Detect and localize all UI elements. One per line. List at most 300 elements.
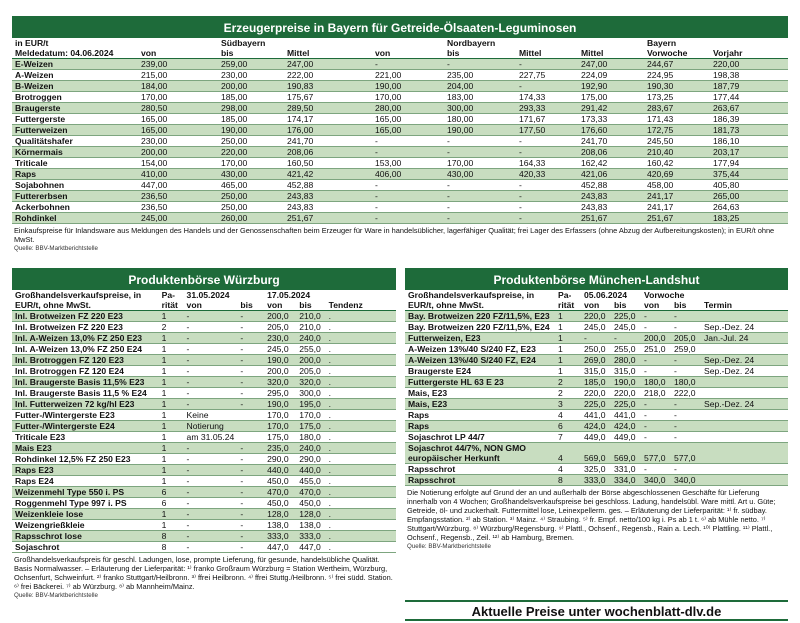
group-bayern: Bayern	[647, 38, 677, 48]
cell-v1: 185,0	[581, 377, 611, 388]
cell-v1: 333,0	[581, 475, 611, 486]
cell-v2: 200,0	[641, 333, 671, 344]
wuerzburg-row	[12, 542, 396, 553]
cell-b1: -	[237, 454, 264, 465]
wuerzburg-h-name: Großhandelsverkaufspreise, in EUR/t, ohne MwSt.	[15, 290, 142, 310]
col-bis: bis	[221, 48, 234, 58]
cell-b_vj: 375,44	[710, 169, 788, 180]
product-name: Mais, E23	[405, 388, 555, 399]
cell-s_mit: 208,06	[284, 147, 372, 158]
col-von: von	[375, 48, 391, 58]
cell-s_mit: 174,17	[284, 114, 372, 125]
cell-b_vw: 210,40	[644, 147, 710, 158]
cell-v2: 170,0	[264, 421, 296, 432]
cell-b1: 225,0	[611, 311, 641, 322]
cell-v1: -	[184, 465, 238, 476]
product-name: Raps E24	[12, 476, 159, 487]
cell-n_von: 165,00	[372, 114, 444, 125]
cell-v2: 235,0	[264, 443, 296, 454]
wuerzburg-row	[12, 509, 396, 520]
muenchen-h-name: Großhandelsverkaufspreise, in EUR/t, ohne MwSt.	[408, 290, 535, 310]
cell-v1: -	[184, 531, 238, 542]
cell-b_vw: 251,67	[644, 213, 710, 224]
unit-label: in EUR/t	[15, 38, 49, 48]
wuerzburg-panel	[12, 268, 396, 600]
cell-n_von: -	[372, 202, 444, 213]
cell-v2: 340,0	[641, 475, 671, 486]
cell-v2: -	[641, 399, 671, 410]
cell-b1: 225,0	[611, 399, 641, 410]
cell-v1: Keine	[184, 410, 238, 421]
cell-b_vw: 244,67	[644, 59, 710, 70]
cell-t	[701, 344, 788, 355]
cell-b1: -	[237, 509, 264, 520]
website-banner[interactable]: Aktuelle Preise unter wochenblatt-dlv.de	[405, 600, 788, 621]
product-name: Futterweizen	[12, 125, 138, 136]
cell-b2: 170,0	[296, 410, 325, 421]
erzeugerpreise-row	[12, 114, 788, 125]
product-name: Sojaschrot LP 44/7	[405, 432, 555, 443]
cell-t: Jan.-Jul. 24	[701, 333, 788, 344]
cell-b2: 200,0	[296, 355, 325, 366]
cell-b_mit: 162,42	[578, 158, 644, 169]
product-name: Futter-/Wintergerste E24	[12, 421, 159, 432]
cell-b2: 180,0	[671, 377, 701, 388]
cell-v1: -	[184, 399, 238, 410]
cell-p: 1	[159, 421, 184, 432]
cell-v1: -	[184, 487, 238, 498]
cell-b_vw: 171,43	[644, 114, 710, 125]
cell-b1: 280,0	[611, 355, 641, 366]
cell-n_mit: 293,33	[516, 103, 578, 114]
cell-b1: 424,0	[611, 421, 641, 432]
cell-n_mit: 420,33	[516, 169, 578, 180]
cell-b1: -	[237, 542, 264, 553]
cell-n_bis: 190,00	[444, 125, 516, 136]
cell-v2: 290,0	[264, 454, 296, 465]
wuerzburg-title: Produktenbörse Würzburg	[12, 271, 396, 290]
product-name: Körnermais	[12, 147, 138, 158]
cell-v2: -	[641, 311, 671, 322]
cell-n_von: 221,00	[372, 70, 444, 81]
cell-v1: -	[184, 344, 238, 355]
cell-v1: 449,0	[581, 432, 611, 443]
cell-b1: -	[237, 498, 264, 509]
cell-p: 6	[159, 498, 184, 509]
product-name: A-Weizen 13%/40 S/240 FZ, E23	[405, 344, 555, 355]
cell-s_von: 280,50	[138, 103, 218, 114]
product-name: Roggenmehl Type 997 i. PS	[12, 498, 159, 509]
col-bis: bis	[614, 300, 627, 310]
wuerzburg-row	[12, 344, 396, 355]
cell-v1: 269,0	[581, 355, 611, 366]
cell-s_bis: 250,00	[218, 191, 284, 202]
cell-v1: 315,0	[581, 366, 611, 377]
product-name: Rapsschrot	[405, 464, 555, 475]
cell-n_mit: 177,50	[516, 125, 578, 136]
cell-s_von: 165,00	[138, 125, 218, 136]
cell-n_von: -	[372, 213, 444, 224]
cell-s_mit: 160,50	[284, 158, 372, 169]
cell-p: 1	[159, 432, 184, 443]
cell-n_bis: 204,00	[444, 81, 516, 92]
erzeugerpreise-table	[12, 38, 788, 224]
cell-b1: -	[237, 520, 264, 531]
product-name: Raps	[12, 169, 138, 180]
cell-n_bis: -	[444, 136, 516, 147]
cell-t: .	[326, 344, 396, 355]
cell-b_vw: 190,30	[644, 81, 710, 92]
cell-s_von: 200,00	[138, 147, 218, 158]
wuerzburg-row	[12, 388, 396, 399]
cell-t: .	[326, 454, 396, 465]
cell-n_mit: -	[516, 59, 578, 70]
cell-s_bis: 260,00	[218, 213, 284, 224]
cell-t: .	[326, 487, 396, 498]
product-name: Rapsschrot lose	[12, 531, 159, 542]
product-name: Qualitätshafer	[12, 136, 138, 147]
muenchen-title: Produktenbörse München-Landshut	[405, 271, 788, 290]
erzeugerpreise-note: Einkaufspreise für Inlandsware aus Meldungen des Handels und der Genossenschaften beim Erzeuger für Ware in handelsüblicher, lagerfähiger Qualität; frei Lager des Erfassers (ohne Abzug der Aufbereitungskosten); in EUR/t ohne MwSt.	[14, 226, 775, 244]
wuerzburg-row	[12, 355, 396, 366]
cell-v2: -	[641, 421, 671, 432]
cell-p: 7	[555, 432, 581, 443]
product-name: Inl. Futterweizen 72 kg/hl E23	[12, 399, 159, 410]
muenchen-row	[405, 410, 788, 421]
muenchen-h-date1: 05.06.2024	[584, 290, 628, 300]
cell-s_mit: 452,88	[284, 180, 372, 191]
cell-p: 1	[159, 509, 184, 520]
erzeugerpreise-row	[12, 59, 788, 70]
wuerzburg-row	[12, 520, 396, 531]
cell-b_mit: 176,60	[578, 125, 644, 136]
cell-s_von: 239,00	[138, 59, 218, 70]
cell-t: Sep.-Dez. 24	[701, 399, 788, 410]
cell-s_mit: 243,83	[284, 202, 372, 213]
cell-b_mit: 243,83	[578, 191, 644, 202]
cell-b_vw: 173,25	[644, 92, 710, 103]
cell-n_von: 280,00	[372, 103, 444, 114]
cell-n_von: 153,00	[372, 158, 444, 169]
cell-p: 1	[159, 333, 184, 344]
cell-p: 8	[555, 475, 581, 486]
cell-b2: 205,0	[296, 366, 325, 377]
cell-v1: -	[184, 355, 238, 366]
cell-s_bis: 200,00	[218, 81, 284, 92]
product-name: Futterweizen, E23	[405, 333, 555, 344]
cell-b1	[237, 410, 264, 421]
product-name: Weizengrießkleie	[12, 520, 159, 531]
cell-b1: -	[237, 487, 264, 498]
cell-p: 1	[555, 322, 581, 333]
cell-v1: -	[184, 388, 238, 399]
muenchen-note: Die Notierung erfolgte auf Grund der an und außerhalb der Börse abgeschlossenen Geschäfte für Lieferung innerhalb von 4 Wochen; Großhandelsverkaufspreise bei geschloss. Ladung, handelsübl. Ware mittl. Art u. Güte; Getreide, öl- und zuckerhalt. Futtermittel lose, Leinexpellerm. ges. – Erläuterung der Lieferparität: ¹⁾ fr. südbay. Empfangsstation. ²⁾ ab Station. ³⁾ Mainz. ⁴⁾ Straubing. ⁵⁾ fr. Empf. netto/100 kg i. Ps ab 1 t. ⁶⁾ ab Mühle netto. ⁷⁾ Stuttgart/Würzburg. ⁸⁾ Würzburg/Regensburg. ⁹⁾ Plattl., Ochsenf., Regensb., Rain a. Lech. ¹⁰⁾ Plattling. ¹¹⁾ Plattl., Ochsenf., Regensb., Zeil. ¹²⁾ ab Hamburg, Bremen.	[407, 488, 776, 542]
product-name: A-Weizen	[12, 70, 138, 81]
cell-n_mit: 171,67	[516, 114, 578, 125]
cell-b1: -	[237, 531, 264, 542]
cell-t	[701, 410, 788, 421]
cell-v2: 470,0	[264, 487, 296, 498]
cell-s_von: 165,00	[138, 114, 218, 125]
erzeugerpreise-row	[12, 202, 788, 213]
cell-b_vw: 160,42	[644, 158, 710, 169]
cell-v2: 138,0	[264, 520, 296, 531]
cell-s_von: 447,00	[138, 180, 218, 191]
cell-s_mit: 190,83	[284, 81, 372, 92]
cell-s_bis: 465,00	[218, 180, 284, 191]
col-bis: bis	[447, 48, 460, 58]
cell-p: 1	[159, 377, 184, 388]
cell-n_von: 190,00	[372, 81, 444, 92]
cell-v2: -	[641, 410, 671, 421]
cell-s_von: 170,00	[138, 92, 218, 103]
wuerzburg-row	[12, 432, 396, 443]
erzeugerpreise-row	[12, 180, 788, 191]
cell-t: .	[326, 498, 396, 509]
product-name: Braugerste E24	[405, 366, 555, 377]
cell-p: 1	[159, 476, 184, 487]
erzeugerpreise-row	[12, 70, 788, 81]
muenchen-h-termin: Termin	[704, 300, 733, 310]
cell-b2: -	[671, 355, 701, 366]
product-name: A-Weizen 13%/40 S/240 FZ, E24	[405, 355, 555, 366]
cell-v2: 450,0	[264, 498, 296, 509]
cell-v1: -	[184, 377, 238, 388]
cell-p: 6	[159, 487, 184, 498]
cell-b1: -	[237, 366, 264, 377]
muenchen-row	[405, 421, 788, 432]
cell-v2: 450,0	[264, 476, 296, 487]
cell-p: 1	[159, 344, 184, 355]
cell-v2: -	[641, 366, 671, 377]
product-name: Futter-/Wintergerste E23	[12, 410, 159, 421]
cell-b2: -	[671, 464, 701, 475]
cell-b2: 259,0	[671, 344, 701, 355]
cell-b2: -	[671, 432, 701, 443]
cell-p: 3	[555, 399, 581, 410]
cell-n_bis: 183,00	[444, 92, 516, 103]
product-name: Futtergerste HL 63 E 23	[405, 377, 555, 388]
cell-n_bis: -	[444, 191, 516, 202]
cell-b1: 220,0	[611, 388, 641, 399]
cell-b_mit: 241,70	[578, 136, 644, 147]
cell-v2: 190,0	[264, 399, 296, 410]
cell-t: .	[326, 366, 396, 377]
product-name: Raps E23	[12, 465, 159, 476]
wuerzburg-row	[12, 322, 396, 333]
cell-b1	[237, 432, 264, 443]
cell-b2: -	[671, 366, 701, 377]
cell-v1: -	[184, 498, 238, 509]
cell-b_vw: 241,17	[644, 191, 710, 202]
group-suedbayern: Südbayern	[221, 38, 266, 48]
product-name: Rohdinkel 12,5% FZ 250 E23	[12, 454, 159, 465]
product-name: Sojabohnen	[12, 180, 138, 191]
cell-b2: 450,0	[296, 498, 325, 509]
cell-b2: 255,0	[296, 344, 325, 355]
cell-p: 1	[555, 366, 581, 377]
cell-b_vw: 283,67	[644, 103, 710, 114]
muenchen-source: Quelle: BBV-Marktberichtstelle	[407, 543, 491, 550]
erzeugerpreise-row	[12, 169, 788, 180]
cell-b2: 290,0	[296, 454, 325, 465]
cell-b1: -	[237, 322, 264, 333]
cell-t: .	[326, 421, 396, 432]
erzeugerpreise-header-row-2	[12, 48, 788, 59]
cell-t: .	[326, 465, 396, 476]
cell-b1: 245,0	[611, 322, 641, 333]
cell-t: .	[326, 509, 396, 520]
cell-t	[701, 464, 788, 475]
cell-b1: 441,0	[611, 410, 641, 421]
cell-s_bis: 170,00	[218, 158, 284, 169]
product-name: Braugerste	[12, 103, 138, 114]
cell-v2: -	[641, 355, 671, 366]
muenchen-row	[405, 399, 788, 410]
cell-v2: 175,0	[264, 432, 296, 443]
cell-b2: 577,0	[671, 443, 701, 464]
muenchen-row	[405, 388, 788, 399]
cell-p: 8	[159, 531, 184, 542]
cell-s_bis: 430,00	[218, 169, 284, 180]
product-name: Inl. Braugerste Basis 11,5% E23	[12, 377, 159, 388]
cell-t	[701, 475, 788, 486]
cell-v1: Notierung	[184, 421, 238, 432]
col-vorjahr: Vorjahr	[713, 48, 743, 58]
cell-p: 1	[555, 344, 581, 355]
wuerzburg-h-date2: 17.05.2024	[267, 290, 311, 300]
cell-t: .	[326, 311, 396, 322]
col-bis: bis	[299, 300, 312, 310]
cell-b_mit: 173,33	[578, 114, 644, 125]
cell-b_mit: 251,67	[578, 213, 644, 224]
col-mittel: Mittel	[581, 48, 604, 58]
cell-b_mit: 291,42	[578, 103, 644, 114]
cell-n_mit: 164,33	[516, 158, 578, 169]
cell-v1: -	[184, 333, 238, 344]
col-von: von	[186, 300, 202, 310]
cell-p: 2	[555, 377, 581, 388]
cell-s_bis: 220,00	[218, 147, 284, 158]
cell-v2: 440,0	[264, 465, 296, 476]
cell-n_bis: -	[444, 213, 516, 224]
cell-p: 1	[159, 520, 184, 531]
cell-p: 1	[159, 454, 184, 465]
cell-s_von: 215,00	[138, 70, 218, 81]
erzeugerpreise-row	[12, 213, 788, 224]
cell-b_vj: 263,67	[710, 103, 788, 114]
meldedatum: Meldedatum: 04.06.2024	[15, 48, 114, 58]
wuerzburg-row	[12, 410, 396, 421]
cell-n_mit: -	[516, 136, 578, 147]
col-bis: bis	[674, 300, 687, 310]
wuerzburg-row	[12, 443, 396, 454]
cell-b_mit: 452,88	[578, 180, 644, 191]
cell-v1: 250,0	[581, 344, 611, 355]
cell-b1: 315,0	[611, 366, 641, 377]
cell-b_vj: 405,80	[710, 180, 788, 191]
cell-v2: 295,0	[264, 388, 296, 399]
cell-n_bis: 300,00	[444, 103, 516, 114]
cell-v2: 577,0	[641, 443, 671, 464]
erzeugerpreise-source: Quelle: BBV-Marktberichtstelle	[14, 245, 98, 252]
wuerzburg-row	[12, 333, 396, 344]
product-name: Bay. Brotweizen 220 FZ/11,5%, E24	[405, 322, 555, 333]
cell-p: 1	[159, 399, 184, 410]
wuerzburg-row	[12, 487, 396, 498]
cell-n_von: -	[372, 59, 444, 70]
product-name: Rohdinkel	[12, 213, 138, 224]
cell-n_mit: 227,75	[516, 70, 578, 81]
cell-v2: -	[641, 432, 671, 443]
cell-b2: 470,0	[296, 487, 325, 498]
product-name: Inl. A-Weizen 13,0% FZ 250 E23	[12, 333, 159, 344]
product-name: Futtergerste	[12, 114, 138, 125]
cell-b2: 300,0	[296, 388, 325, 399]
wuerzburg-source: Quelle: BBV-Marktberichtstelle	[14, 592, 98, 599]
cell-b1: 334,0	[611, 475, 641, 486]
cell-v2: -	[641, 322, 671, 333]
cell-p: 4	[555, 443, 581, 464]
cell-s_mit: 247,00	[284, 59, 372, 70]
cell-s_bis: 298,00	[218, 103, 284, 114]
cell-s_von: 236,50	[138, 191, 218, 202]
cell-s_mit: 421,42	[284, 169, 372, 180]
cell-n_mit: -	[516, 180, 578, 191]
wuerzburg-row	[12, 531, 396, 542]
cell-n_mit: 174,33	[516, 92, 578, 103]
cell-v2: 200,0	[264, 311, 296, 322]
muenchen-header-row-1	[405, 290, 788, 300]
col-mittel: Mittel	[287, 48, 310, 58]
cell-b_mit: 208,06	[578, 147, 644, 158]
cell-n_von: 170,00	[372, 92, 444, 103]
muenchen-row	[405, 322, 788, 333]
cell-t: .	[326, 410, 396, 421]
cell-b1: -	[237, 399, 264, 410]
product-name: Inl. A-Weizen 13,0% FZ 250 E24	[12, 344, 159, 355]
cell-v2: 170,0	[264, 410, 296, 421]
cell-b1: -	[237, 311, 264, 322]
cell-n_mit: -	[516, 191, 578, 202]
cell-b_vj: 181,73	[710, 125, 788, 136]
cell-s_von: 184,00	[138, 81, 218, 92]
cell-b_vw: 458,00	[644, 180, 710, 191]
erzeugerpreise-title: Erzeugerpreise in Bayern für Getreide-Ölsaaten-Leguminosen	[12, 19, 788, 38]
cell-v1: 245,0	[581, 322, 611, 333]
col-mittel: Mittel	[519, 48, 542, 58]
wuerzburg-note: Großhandelsverkaufspreis für geschl. Ladungen, lose, prompte Lieferung, für gesunde, handelsübliche Qualität. Basis Normalwasser. – Erläuterung der Lieferparität: ¹⁾ franko Großraum Würzburg = Station Wertheim, Würzburg, Ochsenfurt, Schweinfurt. ²⁾ franko Stuttgart/Heilbronn. ³⁾ ffrei Heilbronn. ⁴⁾ ffrei Stuttg./Heilbronn. ⁵⁾ frei südd. Station. ⁶⁾ frei Bäckerei. ⁷⁾ ab Würzburg. ⁸⁾ ab Mannheim/Mainz.	[14, 555, 393, 591]
wuerzburg-row	[12, 476, 396, 487]
cell-s_bis: 230,00	[218, 70, 284, 81]
product-name: Inl. Brotweizen FZ 220 E23	[12, 322, 159, 333]
product-name: Triticale	[12, 158, 138, 169]
cell-t: .	[326, 388, 396, 399]
cell-b1: 190,0	[611, 377, 641, 388]
cell-b2: 138,0	[296, 520, 325, 531]
cell-v1: -	[184, 520, 238, 531]
erzeugerpreise-header-row-1	[12, 38, 788, 48]
product-name: Raps	[405, 410, 555, 421]
cell-t: .	[326, 399, 396, 410]
cell-b_vw: 224,95	[644, 70, 710, 81]
cell-t: .	[326, 333, 396, 344]
muenchen-row	[405, 432, 788, 443]
product-name: Raps	[405, 421, 555, 432]
cell-b_vj: 177,44	[710, 92, 788, 103]
wuerzburg-row	[12, 311, 396, 322]
cell-v2: 320,0	[264, 377, 296, 388]
